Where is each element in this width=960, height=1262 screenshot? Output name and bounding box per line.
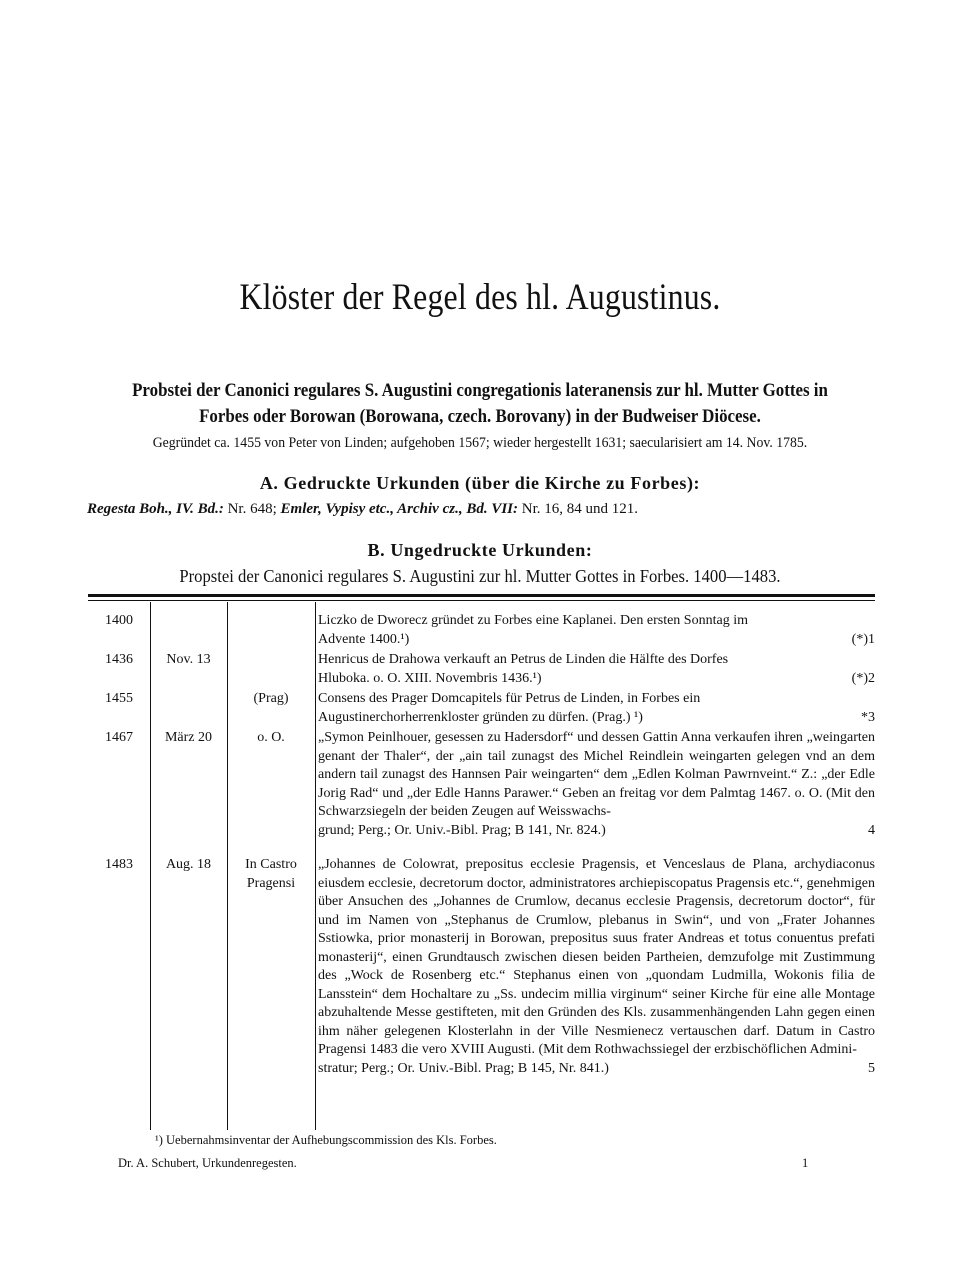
entry-number: 5 <box>868 1060 875 1076</box>
entry-place: (Prag) <box>253 691 289 706</box>
entry-body: Consens des Prager Domcapitels für Petrus de Linden, in Forbes ein <box>318 691 701 706</box>
footnote: ¹) Uebernahmsinventar der Aufhebungscommission des Kls. Forbes. <box>155 1133 497 1147</box>
entry-place: o. O. <box>257 730 285 745</box>
reference-value: Nr. 16, 84 und 121. <box>518 501 639 517</box>
entry-body: „Johannes de Colowrat, prepositus ecclesie Pragensis, et Venceslaus de Plana, archydiaconus eiusdem ecclesie, decretorum doctor, administratores archiepiscopatus Pragensis etc.“, genehmigen über Ansuchen des „Johannes de Crumlow, decanus ecclesie Pragensis, decretorum doctor“, für und im Namen von „Stephanus de Crumlow, plebanus in Swin“, und von „Frater Johannes Sstiowka, prior monasterij in Borowan, prepositus suus frater Andreas et totus conuentus prefati monasterij“, einen Grundtausch zwischen diesen beiden Partheien, demzufolge mit Zustimmung des „Wock de Rosenberg etc.“ Stephanus einen von „quondam Ludmilla, Wokonis filia de Lansstein“ dem Hochaltare zu „Ss. undecim millia virginum“ seiner Kirche für eine alle Montage abzuhaltende Messe gestifteten, mit den Gründen des Kls. zusammenhängenden Lahn gegen einen ihm näher gelegenen Klosterlahn in der Ville Nesmienecz vertauschen darf. Datum in Castro Pragensi 1483 die vero XVIII Augusti. (Mit dem Rothwachssiegel der erzbischöflichen Admini- <box>318 857 875 1057</box>
page-title: Klöster der Regel des hl. Augustinus. <box>239 277 721 318</box>
entry-text <box>318 612 875 649</box>
entry-last-line: stratur; Perg.; Or. Univ.-Bibl. Prag; B 145, Nr. 841.) <box>318 1060 609 1076</box>
entry-last-line: grund; Perg.; Or. Univ.-Bibl. Prag; B 141, Nr. 824.) <box>318 822 606 838</box>
founding-note: Gegründet ca. 1455 von Peter von Linden; aufgehoben 1567; wieder hergestellt 1631; saecularisiert am 14. Nov. 1785. <box>152 435 808 451</box>
reference-value: Nr. 648; <box>223 501 281 517</box>
reference-title: Regesta Boh., IV. Bd.: <box>87 501 224 517</box>
section-b-subheading: Propstei der Canonici regulares S. Augustini zur hl. Mutter Gottes in Forbes. 1400—1483. <box>179 566 781 586</box>
column-divider <box>315 602 316 1130</box>
printed-references <box>87 501 638 518</box>
section-b-heading: B. Ungedruckte Urkunden: <box>367 540 593 560</box>
entry-number: (*)2 <box>851 670 875 686</box>
table-top-rule-thin <box>88 600 875 601</box>
entry-number: *3 <box>861 709 875 725</box>
entry-text <box>318 729 875 840</box>
table-top-rule <box>88 594 875 597</box>
entry-text <box>318 856 875 1078</box>
entry-year: 1400 <box>105 613 133 628</box>
monastery-subtitle: Probstei der Canonici regulares S. Augustini congregationis lateranensis zur hl. Mutter Gottes in Forbes oder Borowan (Borowana, czech. Borovany) in der Budweiser Diöcese. <box>132 380 828 427</box>
footer-author: Dr. A. Schubert, Urkundenregesten. <box>118 1156 297 1170</box>
entry-year: 1455 <box>105 691 133 706</box>
entry-date: Aug. 18 <box>165 857 212 872</box>
entry-number: (*)1 <box>851 631 875 647</box>
entry-year: 1483 <box>105 857 133 872</box>
entry-last-line: Hluboka. o. O. XIII. Novembris 1436.¹) <box>318 670 542 686</box>
entry-body: Henricus de Drahowa verkauft an Petrus de Linden die Hälfte des Dorfes <box>318 652 729 667</box>
entry-date: März 20 <box>164 730 213 745</box>
entry-place: In Castro Pragensi <box>245 857 297 891</box>
entry-text <box>318 690 875 727</box>
entry-number: 4 <box>868 822 875 838</box>
entry-last-line: Advente 1400.¹) <box>318 631 410 647</box>
entry-body: „Symon Peinlhouer, gesessen zu Hadersdorf“ und dessen Gattin Anna verkaufen ihren „weingarten genant der Thaler“, der „ain tail zunagst des Michel Reindlein weingarten gelegen vnd an dem andern tail zunagst des Hannsen Pair weingarten“ dem „Edlen Kolman Pawrnveint.“ Z.: „der Edle Jorig Rad“ und „der Edle Hanns Parawer.“ Geben an freitag vor dem Palmtag 1467. o. O. (Mit den Schwarzsiegeln der beiden Zeugen auf Weisswachs- <box>318 730 875 819</box>
reference-title: Emler, Vypisy etc., Archiv cz., Bd. VII: <box>280 501 519 517</box>
page-number: 1 <box>802 1156 809 1170</box>
section-a-heading: A. Gedruckte Urkunden (über die Kirche zu Forbes): <box>259 473 701 493</box>
entry-text <box>318 651 875 688</box>
entry-body: Liczko de Dworecz gründet zu Forbes eine Kaplanei. Den ersten Sonntag im <box>318 613 748 628</box>
entry-year: 1436 <box>105 652 133 667</box>
entry-last-line: Augustinerchorherrenkloster gründen zu dürfen. (Prag.) ¹) <box>318 709 643 725</box>
entry-year: 1467 <box>105 730 133 745</box>
entry-date: Nov. 13 <box>166 652 211 667</box>
